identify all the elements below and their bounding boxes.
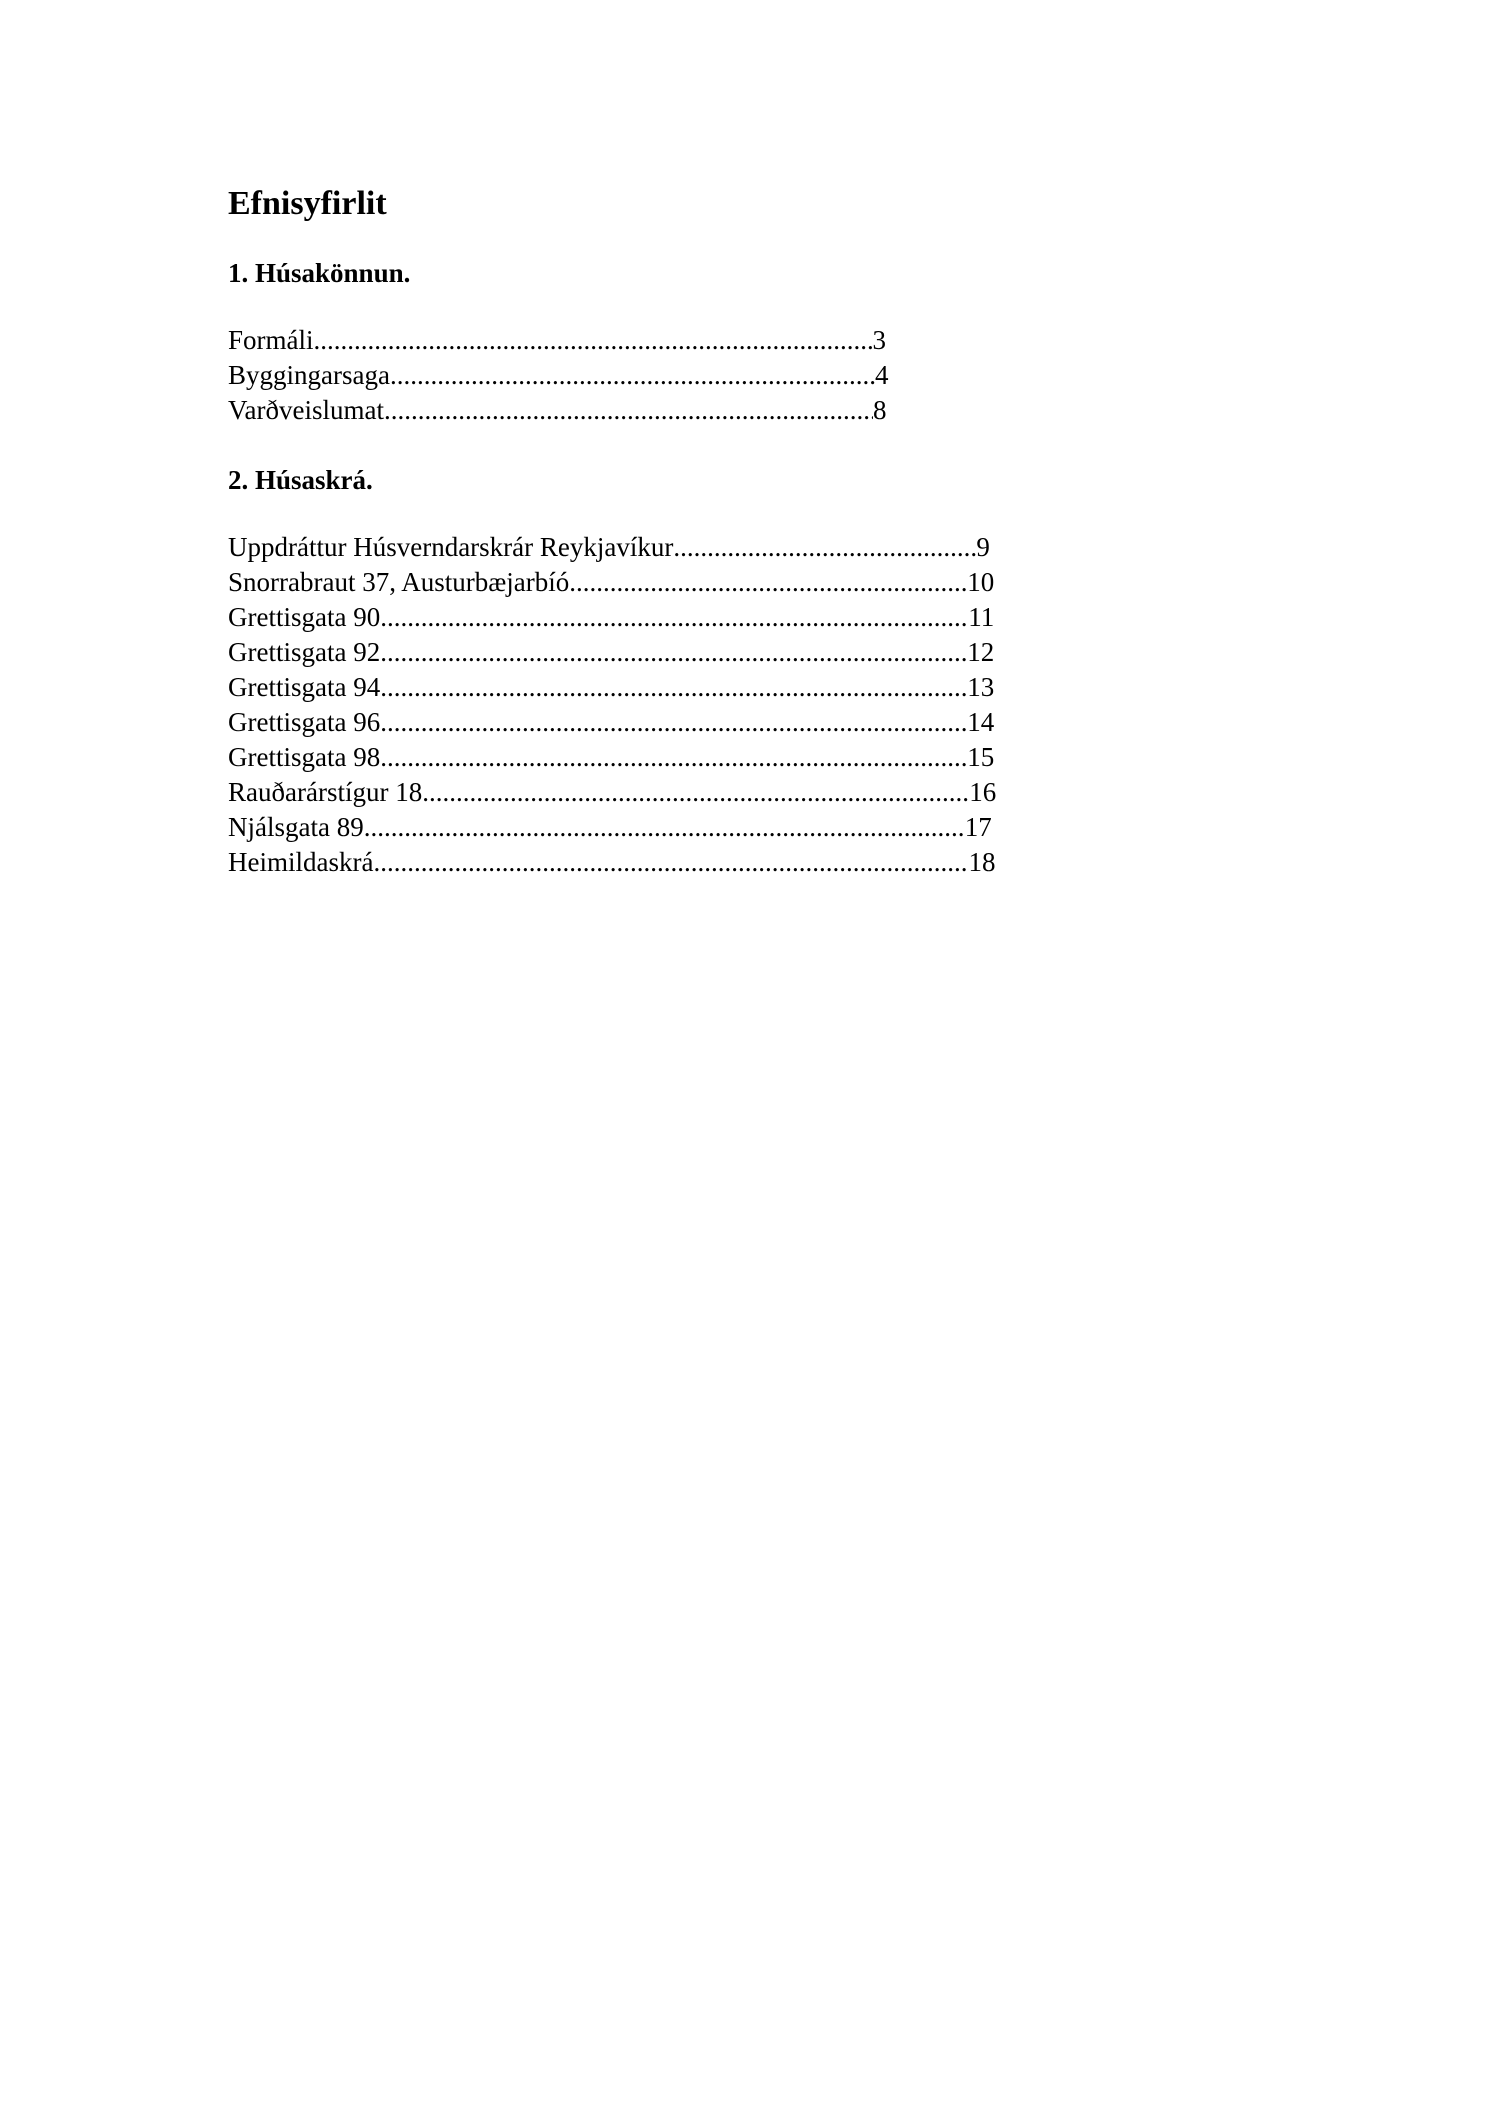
toc-entry: [228, 845, 1028, 880]
toc-entry-label: Varðveislumat: [228, 395, 384, 425]
toc-entry-page-number: 11: [968, 602, 995, 632]
toc-entry: [228, 705, 1028, 740]
toc-entry: [228, 358, 1028, 393]
toc-entry-label: Rauðarárstígur 18: [228, 777, 423, 807]
toc-entry-page-number: 3: [872, 325, 886, 355]
toc-entry: [228, 530, 1028, 565]
toc-entry-page-number: 17: [964, 812, 992, 842]
dot-leader: [380, 670, 967, 705]
toc-entry-label: Njálsgata 89: [228, 812, 364, 842]
toc-entry-page-number: 10: [967, 567, 995, 597]
toc-entry-page-number: 18: [968, 847, 996, 877]
section-entries-husakonnun: [228, 323, 1028, 428]
dot-leader: [373, 845, 968, 880]
section-heading-husaskra: 2. Húsaskrá.: [228, 465, 373, 495]
dot-leader: [569, 565, 967, 600]
toc-entry: [228, 600, 1028, 635]
toc-entry: [228, 635, 1028, 670]
toc-entry-label: Uppdráttur Húsverndarskrár Reykjavíkur: [228, 532, 674, 562]
toc-entry-label: Formáli: [228, 325, 314, 355]
toc-entry-label: Grettisgata 94: [228, 672, 381, 702]
toc-title: Efnisyfirlit: [228, 185, 387, 222]
toc-entry: [228, 393, 1028, 428]
toc-entry-label: Grettisgata 98: [228, 742, 381, 772]
dot-leader: [380, 705, 967, 740]
toc-entry: [228, 565, 1028, 600]
toc-entry: [228, 775, 1028, 810]
section-entries-husaskra: [228, 530, 1028, 880]
toc-entry-page-number: 16: [969, 777, 997, 807]
dot-leader: [380, 635, 967, 670]
toc-entry-page-number: 8: [872, 395, 887, 425]
toc-entry-label: Grettisgata 92: [228, 637, 381, 667]
dot-leader: [314, 323, 873, 358]
dot-leader: [422, 775, 969, 810]
toc-entry-page-number: 15: [967, 742, 995, 772]
section-heading-husakonnun: 1. Húsakönnun.: [228, 258, 411, 288]
toc-entry-label: Byggingarsaga: [228, 360, 390, 390]
dot-leader: [384, 393, 873, 428]
toc-entry: [228, 740, 1028, 775]
dot-leader: [364, 810, 965, 845]
toc-entry: [228, 670, 1028, 705]
dot-leader: [380, 600, 968, 635]
toc-entry-label: Heimildaskrá: [228, 847, 374, 877]
dot-leader: [390, 358, 875, 393]
dot-leader: [673, 530, 976, 565]
toc-entry-label: Snorrabraut 37, Austurbæjarbíó: [228, 567, 570, 597]
toc-entry-page-number: 14: [967, 707, 995, 737]
toc-entry-label: Grettisgata 96: [228, 707, 381, 737]
toc-entry-page-number: 12: [967, 637, 995, 667]
toc-entry-page-number: 9: [976, 532, 990, 562]
toc-entry: [228, 810, 1028, 845]
toc-entry-page-number: 4: [874, 360, 889, 390]
table-of-contents: [228, 178, 1028, 880]
toc-entry-label: Grettisgata 90: [228, 602, 381, 632]
dot-leader: [380, 740, 967, 775]
toc-entry: [228, 323, 1028, 358]
toc-entry-page-number: 13: [967, 672, 995, 702]
